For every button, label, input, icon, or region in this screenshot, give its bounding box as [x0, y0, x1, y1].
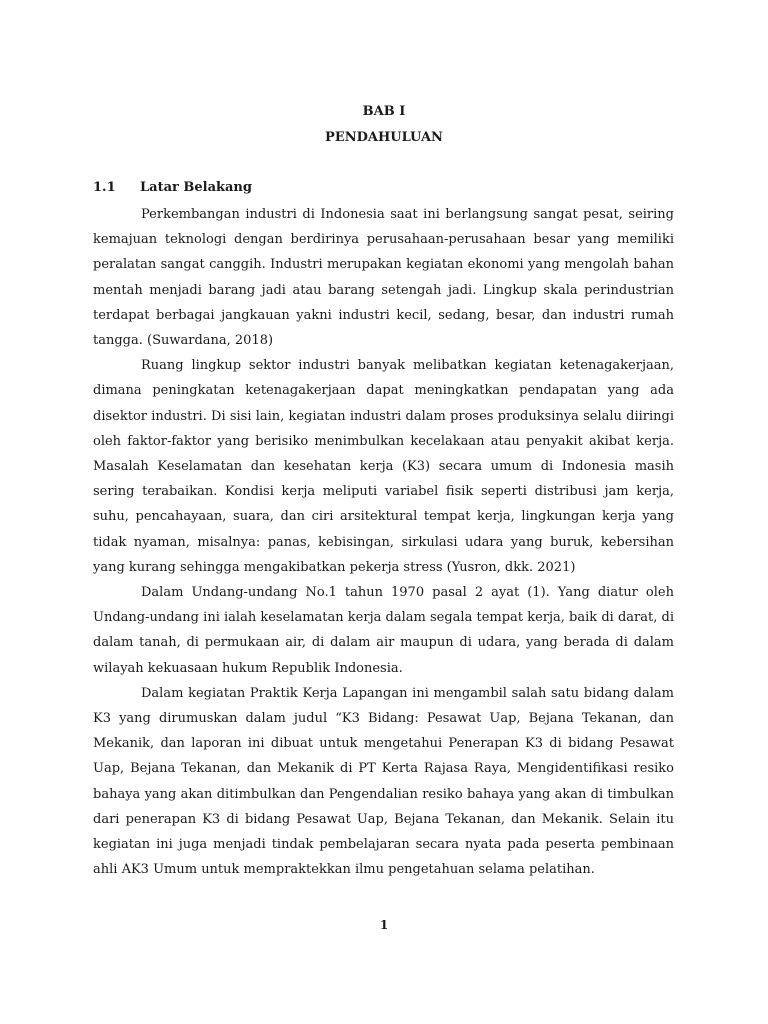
chapter-title: PENDAHULUAN [325, 130, 443, 145]
section-title: Latar Belakang [140, 180, 252, 195]
chapter-number: BAB I [362, 104, 406, 119]
section-number: 1.1 [93, 180, 116, 195]
paragraph: Dalam Undang-undang No.1 tahun 1970 pasal 2 ayat (1). Yang diatur oleh Undang-undang ini ialah keselamatan kerja dalam segala tempat kerja, baik di darat, di dalam tanah, di permukaan air, di dalam air maupun di udara, yang berada di dalam wilayah kekuasaan hukum Republik Indonesia. [93, 585, 674, 676]
paragraph: Dalam kegiatan Praktik Kerja Lapangan ini mengambil salah satu bidang dalam K3 yang dirumuskan dalam judul “K3 Bidang: Pesawat Uap, Bejana Tekanan, dan Mekanik, dan laporan ini dibuat untuk mengetahui Penerapan K3 di bidang Pesawat Uap, Bejana Tekanan, dan Mekanik di PT Kerta Rajasa Raya, Mengidentifikasi resiko bahaya yang akan ditimbulkan dan Pengendalian resiko bahaya yang akan di timbulkan dari penerapan K3 di bidang Pesawat Uap, Bejana Tekanan, dan Mekanik. Selain itu kegiatan ini juga menjadi tindak pembelajaran secara nyata pada peserta pembinaan ahli AK3 Umum untuk mempraktekkan ilmu pengetahuan selama pelatihan. [93, 685, 674, 878]
paragraph: Ruang lingkup sektor industri banyak melibatkan kegiatan ketenagakerjaan, dimana peningkatan ketenagakerjaan dapat meningkatkan pendapatan yang ada disektor industri. Di sisi lain, kegiatan industri dalam proses produksinya selalu diiringi oleh faktor-faktor yang berisiko menimbulkan kecelakaan atau penyakit akibat kerja. Masalah Keselamatan dan kesehatan kerja (K3) secara umum di Indonesia masih sering terabaikan. Kondisi kerja meliputi variabel fisik seperti distribusi jam kerja, suhu, pencahayaan, suara, dan ciri arsitektural tempat kerja, lingkungan kerja yang tidak nyaman, misalnya: panas, kebisingan, sirkulasi udara yang buruk, kebersihan yang kurang sehingga mengakibatkan pekerja stress (Yusron, dkk. 2021) [93, 358, 674, 575]
section-heading [93, 180, 252, 195]
paragraph: Perkembangan industri di Indonesia saat ini berlangsung sangat pesat, seiring kemajuan teknologi dengan berdirinya perusahaan-perusahaan besar yang memiliki peralatan sangat canggih. Industri merupakan kegiatan ekonomi yang mengolah bahan mentah menjadi barang jadi atau barang setengah jadi. Lingkup skala perindustrian terdapat berbagai jangkauan yakni industri kecil, sedang, besar, dan industri rumah tangga. (Suwardana, 2018) [93, 207, 674, 349]
page-number: 1 [379, 918, 389, 932]
body-text [93, 202, 674, 882]
